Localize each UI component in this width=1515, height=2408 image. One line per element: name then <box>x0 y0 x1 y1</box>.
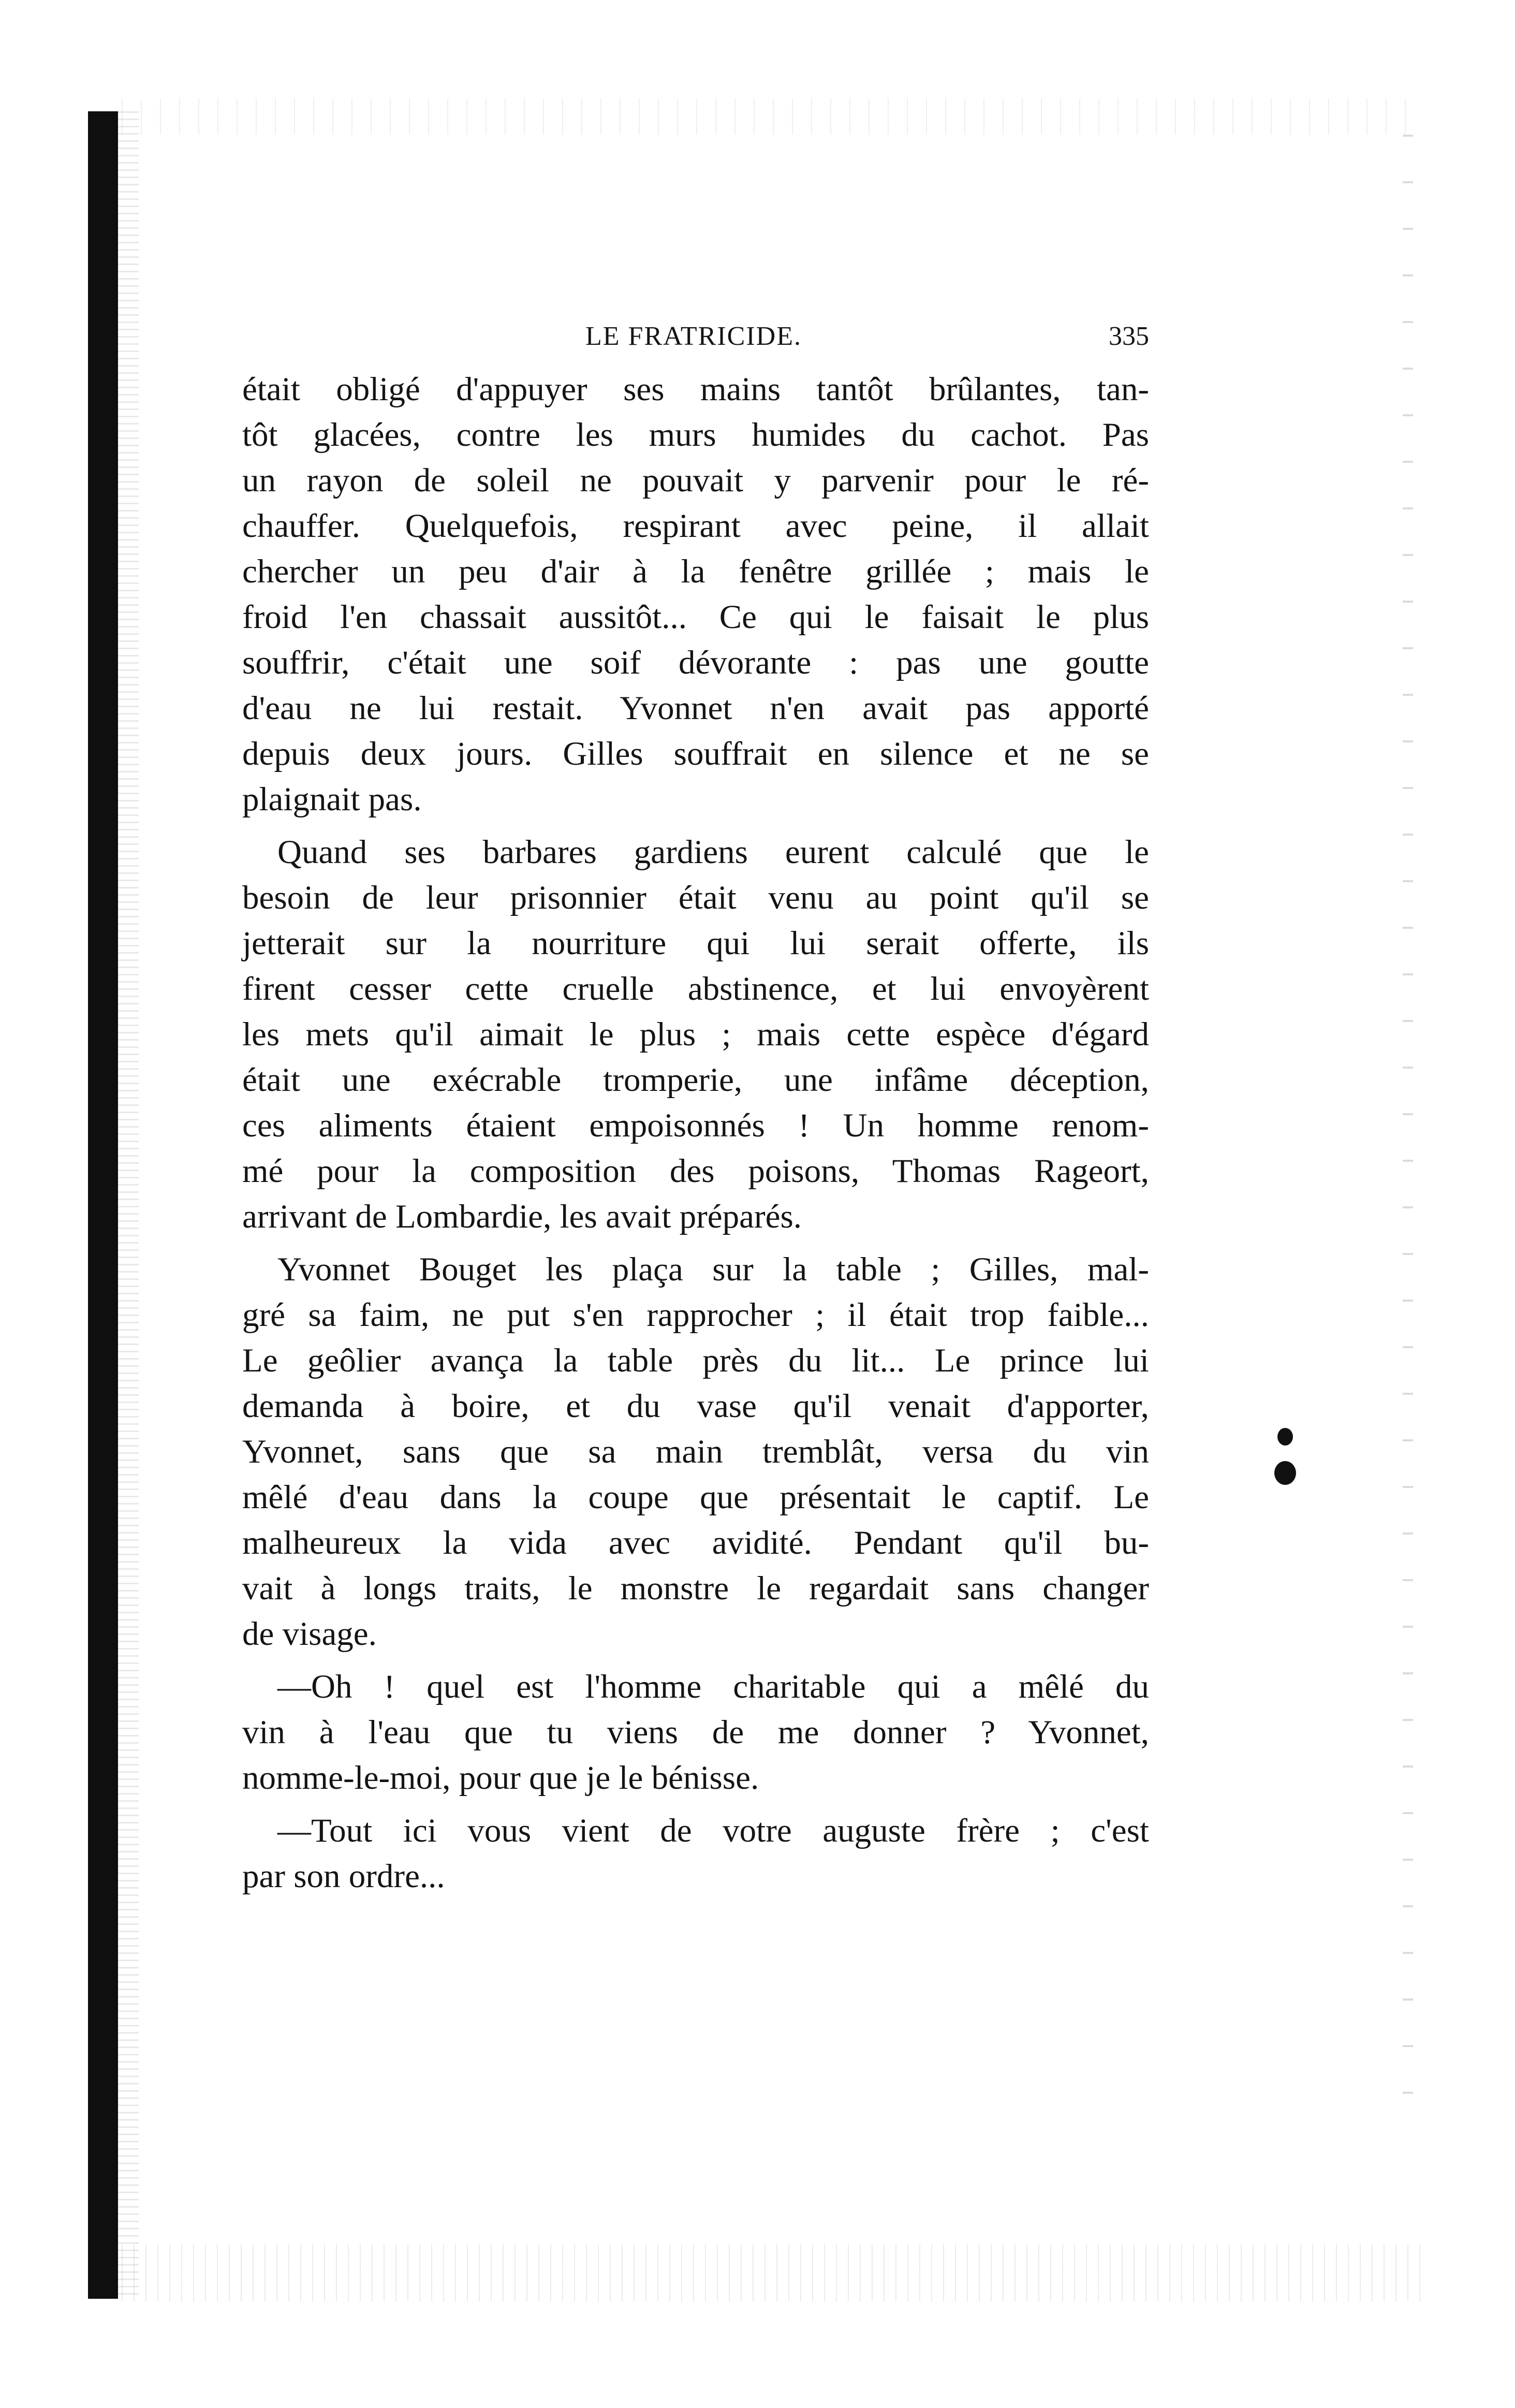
text-line: froid l'en chassait aussitôt... Ce qui le faisait le plus <box>242 599 1149 636</box>
text-line: un rayon de soleil ne pouvait y parvenir pour le ré- <box>242 462 1149 499</box>
text-line: malheureux la vida avec avidité. Pendant qu'il bu- <box>242 1524 1149 1561</box>
text-line: était une exécrable tromperie, une infâme déception, <box>242 1061 1149 1099</box>
paragraph <box>242 1247 1149 1657</box>
bottom-edge-speckle <box>122 2244 1421 2301</box>
text-line: nomme-le-moi, pour que je le bénisse. <box>242 1759 759 1797</box>
text-line: de visage. <box>242 1615 377 1653</box>
text-line: depuis deux jours. Gilles souffrait en silence et ne se <box>242 735 1149 772</box>
text-line: —Tout ici vous vient de votre auguste frère ; c'est <box>277 1812 1149 1849</box>
text-line: Yvonnet, sans que sa main tremblât, versa du vin <box>242 1433 1149 1470</box>
text-line: besoin de leur prisonnier était venu au point qu'il se <box>242 879 1149 916</box>
text-line: tôt glacées, contre les murs humides du cachot. Pas <box>242 416 1149 454</box>
text-line: Yvonnet Bouget les plaça sur la table ; Gilles, mal- <box>277 1251 1149 1288</box>
paragraph <box>242 829 1149 1239</box>
text-line: par son ordre... <box>242 1858 445 1895</box>
running-head <box>238 318 1149 355</box>
text-line: vin à l'eau que tu viens de me donner ? Yvonnet, <box>242 1714 1149 1751</box>
page-number: 335 <box>1109 322 1149 351</box>
text-line: Quand ses barbares gardiens eurent calculé que le <box>277 834 1149 871</box>
text-line: Le geôlier avança la table près du lit... Le prince lui <box>242 1342 1149 1379</box>
text-line: demanda à boire, et du vase qu'il venait d'apporter, <box>242 1388 1149 1425</box>
text-line: plaignait pas. <box>242 781 422 818</box>
top-edge-speckle <box>122 98 1416 135</box>
text-line: d'eau ne lui restait. Yvonnet n'en avait pas apporté <box>242 690 1149 727</box>
text-line: chauffer. Quelquefois, respirant avec peine, il allait <box>242 507 1149 545</box>
text-line: arrivant de Lombardie, les avait préparés. <box>242 1198 802 1235</box>
dialogue-paragraph <box>242 1664 1149 1801</box>
text-line: —Oh ! quel est l'homme charitable qui a mêlé du <box>277 1668 1149 1705</box>
paragraph <box>242 367 1149 822</box>
text-line: chercher un peu d'air à la fenêtre grillée ; mais le <box>242 553 1149 590</box>
ink-blot <box>1277 1428 1293 1446</box>
text-line: vait à longs traits, le monstre le regardait sans changer <box>242 1570 1149 1607</box>
text-line: les mets qu'il aimait le plus ; mais cette espèce d'égard <box>242 1016 1149 1053</box>
binding-speckle <box>118 111 139 2299</box>
binding-shadow <box>88 111 118 2299</box>
text-line: mé pour la composition des poisons, Thomas Rageort, <box>242 1152 1149 1190</box>
chapter-title: LE FRATRICIDE. <box>585 322 802 351</box>
text-line: était obligé d'appuyer ses mains tantôt brûlantes, tan- <box>242 371 1149 408</box>
text-line: mêlé d'eau dans la coupe que présentait le captif. Le <box>242 1479 1149 1516</box>
body-text <box>242 367 1149 1906</box>
text-line: souffrir, c'était une soif dévorante : pas une goutte <box>242 644 1149 681</box>
text-line: jetterait sur la nourriture qui lui serait offerte, ils <box>242 925 1149 962</box>
text-line: firent cesser cette cruelle abstinence, et lui envoyèrent <box>242 970 1149 1008</box>
text-line: gré sa faim, ne put s'en rapprocher ; il était trop faible... <box>242 1296 1149 1334</box>
ink-blot <box>1274 1461 1296 1485</box>
text-line: ces aliments étaient empoisonnés ! Un homme renom- <box>242 1107 1149 1144</box>
right-margin-specks <box>1403 135 1413 2102</box>
dialogue-paragraph <box>242 1808 1149 1899</box>
